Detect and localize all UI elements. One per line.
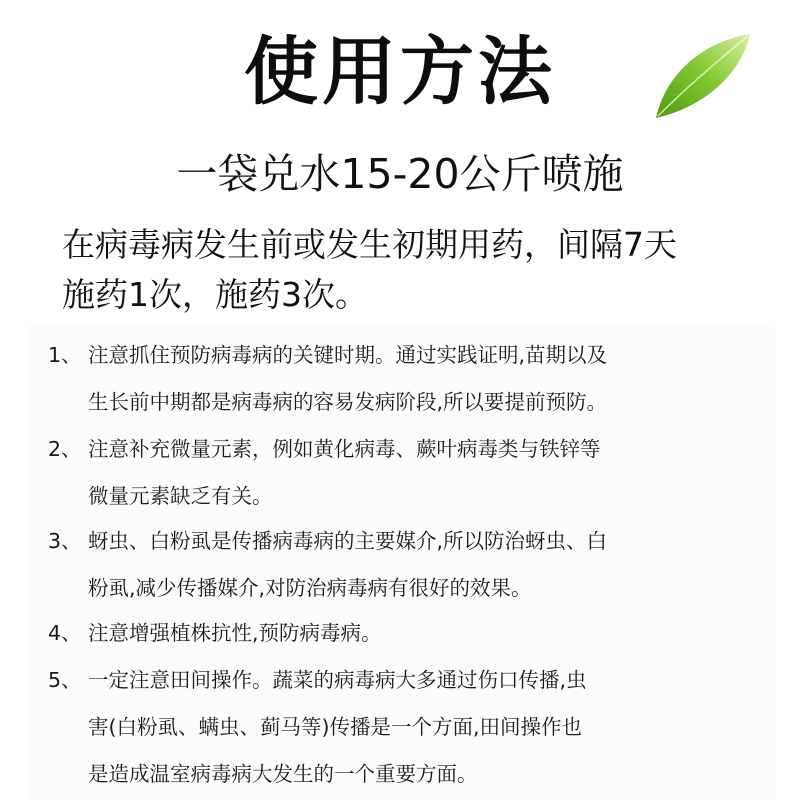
note-line: 生长前中期都是病毒病的容易发病阶段,所以要提前预防。 — [88, 390, 608, 414]
note-item-3 — [48, 518, 768, 612]
note-line: 蚜虫、白粉虱是传播病毒病的主要媒介,所以防治蚜虫、白 — [88, 529, 608, 553]
note-item-1 — [48, 332, 768, 426]
usage-description-line: 施药1次，施药3次。 — [62, 275, 368, 314]
note-number: 5、 — [48, 668, 82, 692]
note-item-5 — [48, 657, 768, 798]
note-line: 注意抓住预防病毒病的关键时期。通过实践证明,苗期以及 — [88, 343, 608, 367]
usage-description-line: 在病毒病发生前或发生初期用药，间隔7天 — [62, 225, 677, 264]
usage-description — [62, 220, 772, 320]
note-line: 是造成温室病毒病大发生的一个重要方面。 — [88, 762, 478, 786]
note-number: 3、 — [48, 529, 82, 553]
note-line: 害(白粉虱、螨虫、蓟马等)传播是一个方面,田间操作也 — [88, 715, 583, 739]
note-line: 一定注意田间操作。蔬菜的病毒病大多通过伤口传播,虫 — [88, 668, 587, 692]
green-leaf-icon — [646, 26, 754, 122]
note-line: 微量元素缺乏有关。 — [88, 484, 273, 508]
note-number: 1、 — [48, 343, 82, 367]
note-line: 粉虱,减少传播媒介,对防治病毒病有很好的效果。 — [88, 576, 532, 600]
note-line: 注意补充微量元素，例如黄化病毒、蕨叶病毒类与铁锌等 — [88, 437, 601, 461]
note-number: 4、 — [48, 621, 82, 645]
note-item-2 — [48, 426, 768, 520]
note-number: 2、 — [48, 437, 82, 461]
note-item-4 — [48, 610, 768, 657]
page-title: 使用方法 — [244, 29, 556, 115]
dosage-subtitle: 一袋兑水15-20公斤喷施 — [176, 150, 624, 198]
note-line: 注意增强植株抗性,预防病毒病。 — [88, 621, 382, 645]
notes-panel — [30, 322, 775, 800]
